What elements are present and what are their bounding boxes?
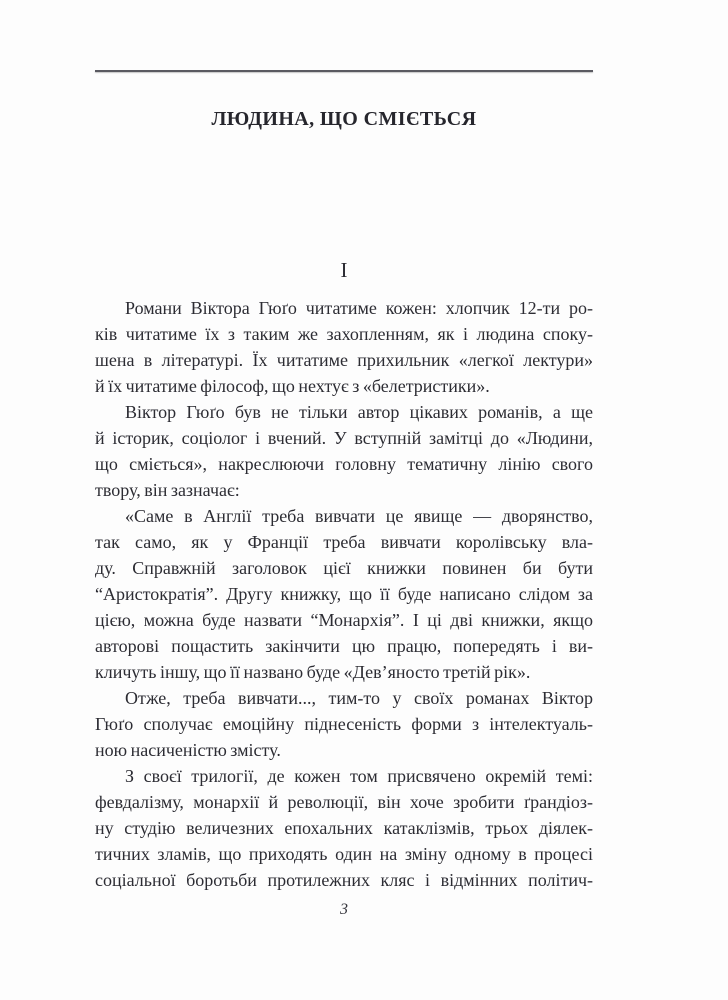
text-line: й їх читатиме філософ, що нехтує з «белетристики».: [95, 376, 490, 396]
text-line: що сміється», накреслюючи головну тематичну лінію свого: [95, 454, 593, 474]
text-line: Романи Віктора Гюґо читатиме кожен: хлопчик 12-ти ро-: [125, 298, 593, 318]
text-line: кличуть іншу, що її названо буде «Дев’яносто третій рік».: [95, 662, 531, 682]
text-line: авторові пощастить закінчити цю працю, попередять і ви-: [95, 636, 593, 656]
text-line: Гюґо сполучає емоційну піднесеність форми з інтелектуаль-: [95, 714, 593, 734]
text-line: цією, можна буде назвати “Монархія”. І ці дві книжки, якщо: [95, 610, 593, 630]
page-number: 3: [340, 901, 348, 918]
text-line: “Аристократія”. Другу книжку, що її буде написано слідом за: [95, 584, 593, 604]
text-line: Віктор Гюґо був не тільки автор цікавих романів, а ще: [125, 402, 593, 422]
text-line: ну студію величезних епохальних катаклізмів, трьох діялек-: [95, 818, 593, 838]
text-line: соціальної боротьби протилежних кляс і відмінних політич-: [95, 870, 593, 890]
text-line: ду. Справжній заголовок цієї книжки повинен би бути: [95, 558, 593, 578]
text-line: З своєї трилогії, де кожен том присвячено окремій темі:: [125, 766, 593, 786]
text-line: ною насиченістю змісту.: [95, 740, 281, 760]
text-line: тичних зламів, що приходять один на зміну одному в процесі: [95, 844, 593, 864]
top-rule-divider: [95, 70, 593, 72]
text-line: так само, як у Франції треба вивчати королівську вла-: [95, 532, 593, 552]
text-line: «Саме в Англії треба вивчати це явище — дворянство,: [125, 506, 593, 526]
section-numeral: І: [340, 258, 348, 282]
text-line: шена в літературі. Їх читатиме прихильник «легкої лектури»: [95, 350, 593, 370]
text-line: й історик, соціолог і вчений. У вступній замітці до «Людини,: [95, 428, 593, 448]
text-line: февдалізму, монархії й революції, він хоче зробити ґрандіоз-: [95, 792, 593, 812]
body-text: [95, 295, 593, 893]
chapter-title: ЛЮДИНА, ЩО СМІЄТЬСЯ: [211, 108, 477, 131]
text-line: ків читатиме їх з таким же захопленням, як і людина споку-: [95, 324, 593, 344]
text-line: Отже, треба вивчати..., тим-то у своїх романах Віктор: [125, 688, 593, 708]
text-line: твору, він зазначає:: [95, 480, 240, 500]
